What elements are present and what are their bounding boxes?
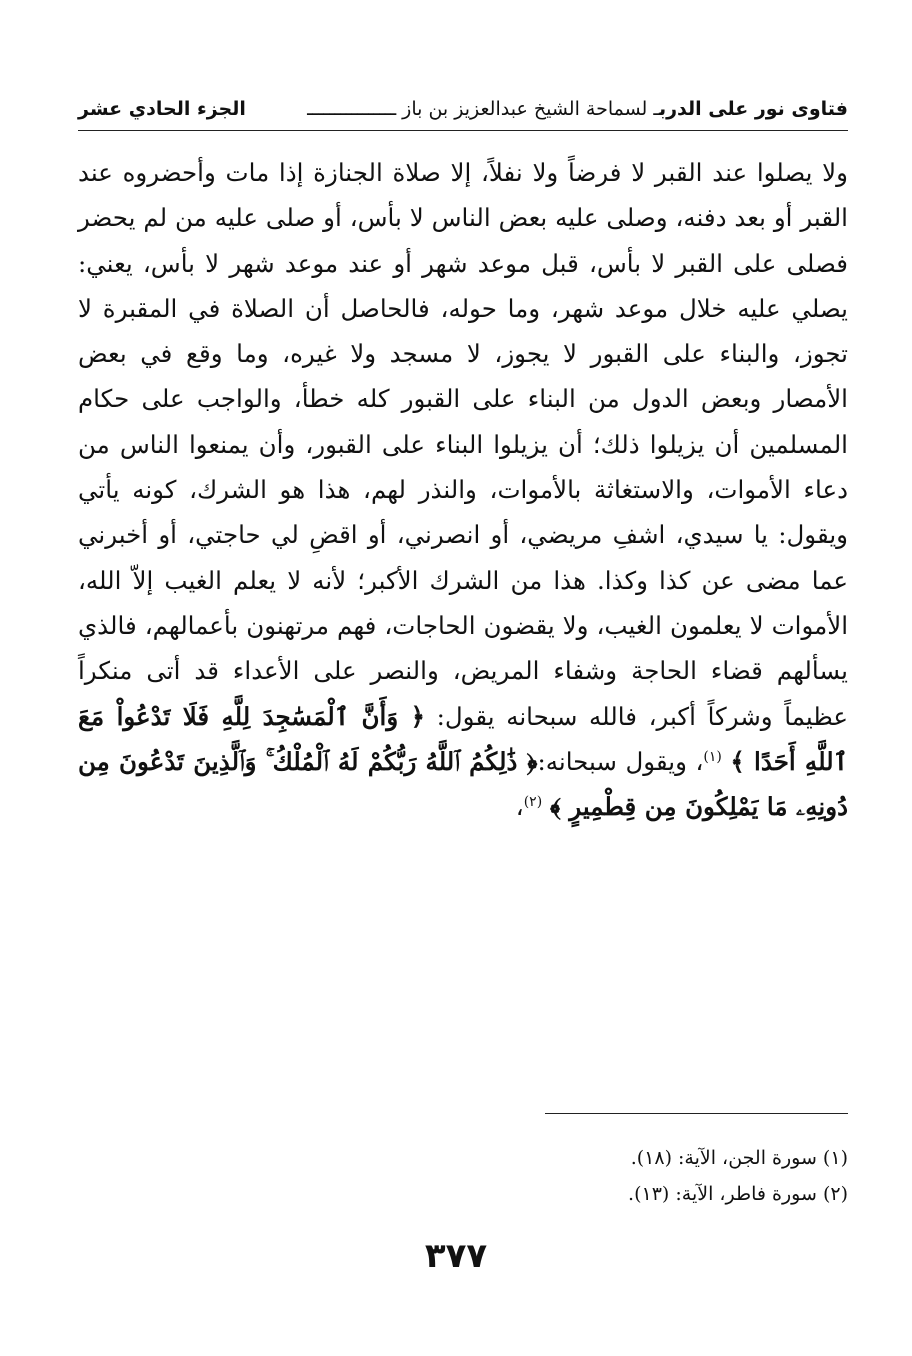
main-text <box>78 150 848 829</box>
header-title-group <box>307 98 848 120</box>
part-label: الجزء الحادي عشر <box>78 98 246 120</box>
paragraph <box>78 150 848 829</box>
footnote-ref-2: (٢) <box>523 794 543 810</box>
text-segment-2: ، ويقول سبحانه: <box>537 746 704 776</box>
footnote-divider <box>545 1113 848 1114</box>
footnotes <box>78 1140 848 1212</box>
author-line: ـ لسماحة الشيخ عبدالعزيز بن باز ــــــــــــــــ <box>307 98 659 120</box>
text-segment-3: ، <box>515 792 524 822</box>
text-segment-1: ولا يصلوا عند القبر لا فرضاً ولا نفلاً، إلا صلاة الجنازة إذا مات وأحضروه عند القبر أو بعد دفنه، وصلى عليه بعض الناس لا بأس، أو صلى عليه من لم يحضر فصلى على القبر لا بأس، قبل موعد شهر أو عند موعد شهر لا بأس، يعني: يصلي عليه خلال موعد شهر، وما حوله، فالحاصل أن الصلاة في المقبرة لا تجوز، والبناء على القبور لا يجوز، لا مسجد ولا غيره، وما وقع في بعض الأمصار وبعض الدول من البناء على القبور كله خطأ، والواجب على حكام المسلمين أن يزيلوا ذلك؛ أن يزيلوا البناء على القبور، وأن يمنعوا الناس من دعاء الأموات، والاستغاثة بالأموات، والنذر لهم، هذا هو الشرك، كونه يأتي ويقول: يا سيدي، اشفِ مريضي، أو انصرني، أو اقضِ لي حاجتي، أو أخبرني عما مضى عن كذا وكذا. هذا من الشرك الأكبر؛ لأنه لا يعلم الغيب إلاّ الله، الأموات لا يعلمون الغيب، ولا يقضون الحاجات، فهم مرتهنون بأعمالهم، فالذي يسألهم قضاء الحاجة وشفاء المريض، والنصر على الأعداء قد أتى منكراً عظيماً وشركاً أكبر، فالله سبحانه يقول: <box>78 158 848 731</box>
footnote-2: (٢) سورة فاطر، الآية: (١٣). <box>628 1183 848 1205</box>
book-title: فتاوى نور على الدرب <box>658 98 848 120</box>
page-number: ٣٧٧ <box>424 1236 488 1276</box>
quran-verse-1: ﴿ وَأَنَّ ٱلْمَسَٰجِدَ لِلَّهِ فَلَا تَدْعُواْ مَعَ ٱللَّهِ أَحَدًا ﴾ <box>78 701 848 776</box>
footnote-ref-1: (١) <box>703 748 722 765</box>
running-header <box>78 92 848 131</box>
quran-verse-2: ﴿ ذَٰلِكُمُ ٱللَّهُ رَبُّكُمْ لَهُ ٱلْمُلْكُ ۚ وَٱلَّذِينَ تَدْعُونَ مِن دُونِهِۦ مَا يَمْلِكُونَ مِن قِطْمِيرٍ ﴾ <box>78 746 848 822</box>
footnote-1: (١) سورة الجن، الآية: (١٨). <box>630 1147 848 1169</box>
